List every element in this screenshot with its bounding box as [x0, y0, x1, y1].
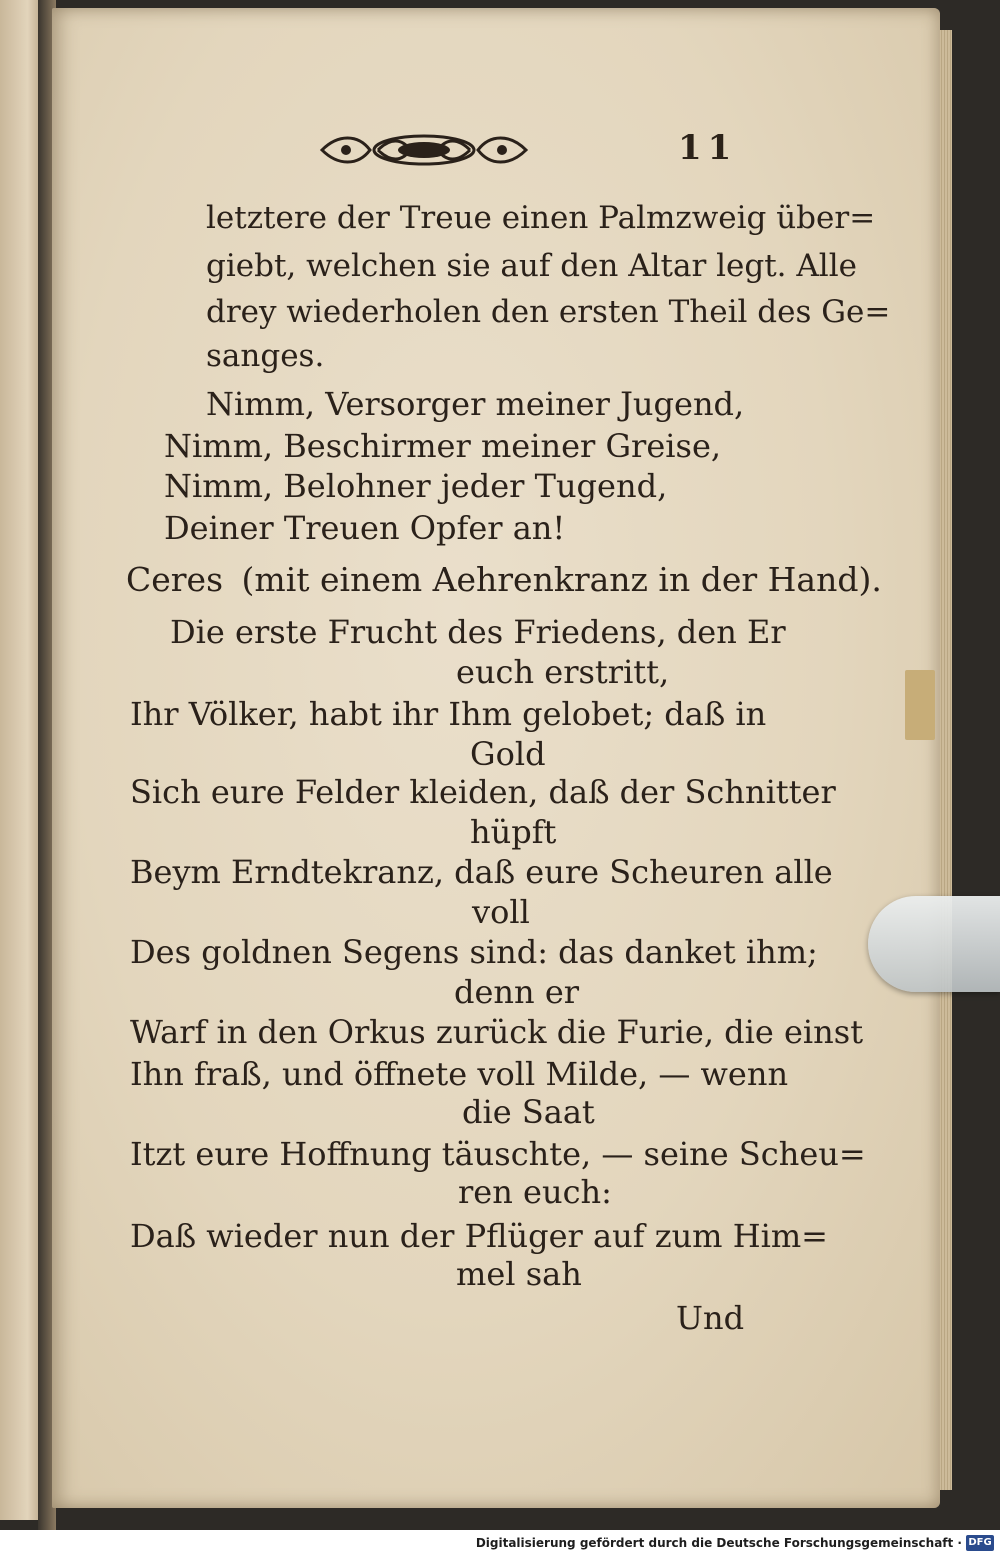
chorus-line: Deiner Treuen Opfer an!: [164, 509, 566, 547]
ornament-headpiece: [318, 128, 530, 172]
verse-continuation: hüpft: [470, 813, 557, 851]
verse-line: Itzt eure Hoffnung täuschte, — seine Scheu=: [130, 1135, 866, 1173]
stage-direction-line: sanges.: [206, 338, 325, 374]
verse-continuation: denn er: [454, 973, 580, 1011]
verse-continuation: mel sah: [456, 1255, 582, 1293]
verse-line: Die erste Frucht des Friedens, den Er: [170, 613, 786, 651]
stage-direction-line: letztere der Treue einen Palmzweig über=: [206, 200, 876, 236]
funding-credit: Digitalisierung gefördert durch die Deutsche Forschungsgemeinschaft ·: [475, 1536, 962, 1550]
chorus-line: Nimm, Versorger meiner Jugend,: [206, 385, 745, 423]
digitization-footer: [0, 1530, 1000, 1557]
verse-line: Sich eure Felder kleiden, daß der Schnitter: [130, 773, 836, 811]
verse-line: Beym Erndtekranz, daß eure Scheuren alle: [130, 853, 833, 891]
page-clip: [868, 896, 1000, 992]
speaker-name: Ceres: [126, 560, 224, 599]
dfg-logo: DFG: [966, 1535, 994, 1551]
verse-line: Ihr Völker, habt ihr Ihm gelobet; daß in: [130, 695, 767, 733]
verse-line: Des goldnen Segens sind: das danket ihm;: [130, 933, 818, 971]
speaker-direction: (mit einem Aehrenkranz in der Hand).: [241, 560, 882, 599]
page-number: 11: [678, 128, 738, 168]
catchword: Und: [676, 1299, 745, 1337]
verse-continuation: voll: [472, 893, 530, 931]
stage-direction-line: giebt, welchen sie auf den Altar legt. Alle: [206, 248, 857, 284]
paper-tab: [905, 670, 935, 740]
verse-continuation: die Saat: [462, 1093, 595, 1131]
verse-line: Daß wieder nun der Pflüger auf zum Him=: [130, 1217, 828, 1255]
speaker-heading: [126, 560, 882, 600]
verse-line: Warf in den Orkus zurück die Furie, die einst: [130, 1013, 864, 1051]
verse-line: Ihn fraß, und öffnete voll Milde, — wenn: [130, 1055, 789, 1093]
verse-continuation: ren euch:: [458, 1173, 612, 1211]
chorus-line: Nimm, Belohner jeder Tugend,: [164, 467, 668, 505]
verse-continuation: euch erstritt,: [456, 653, 670, 691]
verse-continuation: Gold: [470, 735, 546, 773]
chorus-line: Nimm, Beschirmer meiner Greise,: [164, 427, 722, 465]
stage-direction-line: drey wiederholen den ersten Theil des Ge=: [206, 294, 891, 330]
